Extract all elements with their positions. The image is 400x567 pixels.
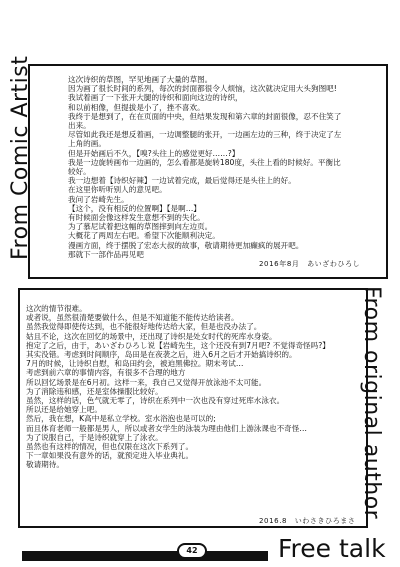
original-author-signature: 2016.8 いわさきひろまさ (259, 517, 356, 525)
original-author-note-text: 这次的情节很难。 或者说，虽然很清楚要做什么，但是不知道能不能传达给读者。 虽然我觉得即使传达到，也不能很好地传达给大家，但是也没办法了。 姑且不论，这次在回忆的场景中，还出现了诗织是处女时代的死库水身姿。 抱定了之后，由于，あいざわひろし说【岩崎先生，这个还没有到7月吧? 不觉得奇怪吗?】 其实没错。考虑到时间顺序，岛田是在夜袭之后，进入6月之后才开始搞诗织的。 7月的时候，让诗织自慰，和岛田约会，被迫黑佛拉。期末考试… 考虑到前六章的事情内容，有很多不合理的地方 所以回忆场景是在6月初。这样一来，我自己又觉得开放泳池不太可能。 为了消除违和感，还是室体操服比较好。 虽然，这样的话，色气就无零了，诗织在系列中一次也没有穿过死库水泳衣。 所以还是给她穿上吧。 然后，我在想，K高中是私立学校。室水浴泡也是可以的; 而且体育老师一般都是男人，所以或者女学生的泳装为理由他们上游泳课也不奇怪… 为了说服自己，于是诗织就穿上了泳衣。 虽然也有这样的情况，但也仅限在这次下系列了。 下一章如果没有意外的话，就预定进入毕业典礼。 敬请期待。 (26, 304, 330, 470)
footer-title: Free talk (278, 534, 386, 563)
comic-artist-side-label: From Comic Artist (8, 55, 33, 260)
original-author-side-label: From original author (359, 286, 384, 520)
page-footer (0, 533, 400, 567)
footer-bar (22, 551, 268, 561)
comic-artist-signature: 2016年8月 あいざわひろし (259, 260, 361, 268)
page-number: 42 (177, 543, 207, 559)
comic-artist-note-text: 这次诗织的草图，罕见地画了大量的草图。 因为画了很长时间的系列，每次的封面都很令人烦恼，这次就决定用大头狗图吧! 我试着画了一下张开大腿的诗织和面向这边的诗织， 和以前相像，但提拔是小了，挫不喜欢。 我终于是想到了，在在页面的中央，但结果发现和第六章的封面很像，忍不住笑了出来。 尽管如此我还是想反着画，一边调整腿的张开，一边画左边的三种，终于决定了左上角的画。 但是开始画后不久，【嗅?头往上的感觉更好……?】 我是一边旋转画布一边画的，怎么看都是旋转180度，头往上看的时候好。平衡比较好。 我一边想着【诗织好辣】一边试着完成，最后觉得还是头往上的好。 在这里你听听别人的意见吧。 我问了岩崎先生。 【这个，没有相反的位置啊】【是啊…】 有时候面会像这样发生意想不到的失化。 为了慕尼试着把这幅的草图摔到向左边页。 大概花了两周左右吧。希望下次能顺利决定。 漫画方面，终于摆脱了宏态大叔的故事，敬请期待更加癫疯的展开吧。 那就下一部作品再见吧 (68, 75, 342, 259)
